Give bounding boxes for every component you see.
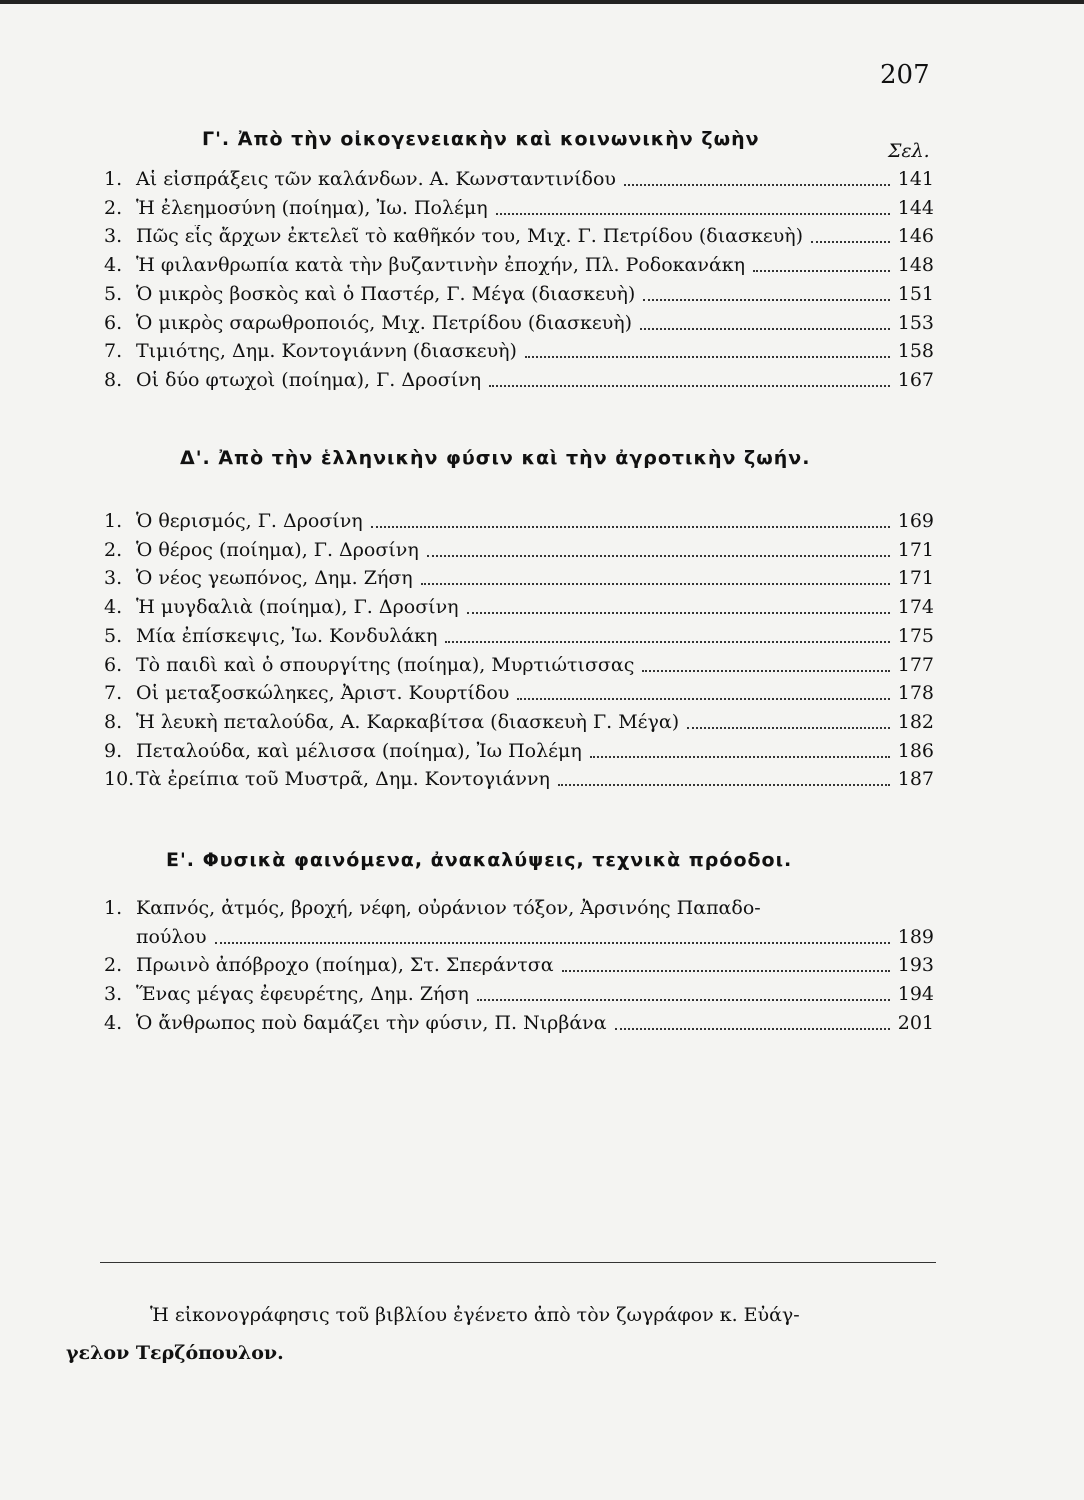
- toc-entry: [104, 983, 934, 1013]
- entry-page: 177: [897, 653, 934, 676]
- entry-number: 5.: [104, 282, 123, 305]
- entry-page: 158: [897, 340, 934, 363]
- entry-title: Ἡ λευκὴ πεταλούδα, Α. Καρκαβίτσα (διασκευὴ Γ. Μέγα): [136, 710, 680, 733]
- toc-entry: [104, 369, 934, 399]
- entry-title: Πεταλούδα, καὶ μέλισσα (ποίημα), Ἰω Πολέμη: [136, 739, 582, 762]
- toc-entry: [104, 312, 934, 342]
- toc-entry: [104, 168, 934, 198]
- toc-entry: [104, 225, 934, 255]
- entry-title: Καπνός, ἀτμός, βροχή, νέφη, οὐράνιον τόξον, Ἀρσινόης Παπαδο-: [136, 897, 761, 919]
- entry-title: Ἡ μυγδαλιὰ (ποίημα), Γ. Δροσίνη: [136, 596, 459, 619]
- dot-leaders: [525, 356, 890, 358]
- entry-title: Τὸ παιδὶ καὶ ὁ σπουργίτης (ποίημα), Μυρτιώτισσας: [136, 653, 635, 676]
- entry-number: 7.: [104, 682, 123, 705]
- entry-number: 1.: [104, 897, 123, 919]
- entry-number: 2.: [104, 538, 123, 561]
- entry-title: Ὁ ἄνθρωπος ποὺ δαμάζει τὴν φύσιν, Π. Νιρβάνα: [136, 1011, 607, 1034]
- entry-title: Ἡ φιλανθρωπία κατὰ τὴν βυζαντινὴν ἐποχήν, Πλ. Ροδοκανάκη: [136, 254, 746, 277]
- dot-leaders: [371, 526, 890, 528]
- dot-leaders: [642, 670, 889, 672]
- entry-number: 8.: [104, 368, 123, 391]
- entry-title: Ὁ θέρος (ποίημα), Γ. Δροσίνη: [136, 538, 419, 561]
- toc-entry: [104, 768, 934, 798]
- dot-leaders: [421, 583, 890, 585]
- toc-entry: [104, 567, 934, 597]
- section-heading-g: Γ'. Ἀπὸ τὴν οἰκογενειακὴν καὶ κοινωνικὴν ζωὴν: [202, 128, 760, 150]
- entry-title: Ὁ θερισμός, Γ. Δροσίνη: [136, 510, 363, 532]
- entry-page: 182: [897, 710, 934, 733]
- footnote-text: Ἡ εἰκονογράφησις τοῦ βιβλίου ἐγένετο ἀπὸ τὸν ζωγράφον κ. Εὐάγ-: [150, 1304, 800, 1326]
- entry-number: 4.: [104, 254, 123, 277]
- entry-number: 4.: [104, 596, 123, 619]
- entry-title: Μία ἐπίσκεψις, Ἰω. Κονδυλάκη: [136, 624, 438, 647]
- entry-number: 5.: [104, 624, 123, 647]
- entry-title: Ὁ μικρὸς βοσκὸς καὶ ὁ Παστέρ, Γ. Μέγα (διασκευὴ): [136, 282, 636, 305]
- entry-page: 186: [897, 739, 934, 762]
- entry-number: 2.: [104, 954, 123, 977]
- entry-number: 7.: [104, 340, 123, 363]
- toc-entry: [104, 539, 934, 569]
- dot-leaders: [558, 784, 890, 786]
- entry-page: 146: [897, 225, 934, 248]
- dot-leaders: [489, 385, 890, 387]
- entry-title: Ὁ νέος γεωπόνος, Δημ. Ζήση: [136, 567, 413, 590]
- toc-entry: [104, 654, 934, 684]
- entry-page: 194: [897, 983, 934, 1006]
- entry-number: 1.: [104, 510, 123, 532]
- entry-number: 2.: [104, 196, 123, 219]
- dot-leaders: [753, 270, 890, 272]
- toc-entry: [104, 340, 934, 370]
- entry-number: 8.: [104, 710, 123, 733]
- toc-entry: [104, 596, 934, 626]
- entry-number: 6.: [104, 653, 123, 676]
- entry-page: 193: [897, 954, 934, 977]
- toc-entry: [104, 682, 934, 712]
- toc-entry: [104, 897, 934, 927]
- entry-page: 151: [897, 282, 934, 305]
- dot-leaders: [427, 555, 890, 557]
- entry-page: 169: [897, 510, 934, 532]
- toc-entry: [104, 625, 934, 655]
- entry-page: 148: [897, 254, 934, 277]
- dot-leaders: [517, 698, 889, 700]
- entry-page: 167: [897, 368, 934, 391]
- dot-leaders: [615, 1028, 890, 1030]
- footnote: [66, 1296, 938, 1372]
- entry-title: Ἡ ἐλεημοσύνη (ποίημα), Ἰω. Πολέμη: [136, 196, 488, 219]
- dot-leaders: [624, 184, 890, 186]
- dot-leaders: [590, 756, 890, 758]
- toc-entry: [104, 254, 934, 284]
- entry-number: 6.: [104, 311, 123, 334]
- dot-leaders: [467, 612, 890, 614]
- toc-entry: [104, 711, 934, 741]
- entry-title: Ὁ μικρὸς σαρωθροποιός, Μιχ. Πετρίδου (διασκευὴ): [136, 311, 633, 334]
- toc-entry: [104, 1012, 934, 1042]
- entry-number: 4.: [104, 1011, 123, 1034]
- toc-entry: [104, 197, 934, 227]
- entry-number: 10.: [104, 768, 135, 791]
- entry-page: 171: [897, 567, 934, 590]
- entry-page: 178: [897, 682, 934, 705]
- dot-leaders: [477, 999, 890, 1001]
- entry-number: 3.: [104, 983, 123, 1006]
- entry-number: 1.: [104, 168, 123, 190]
- dot-leaders: [496, 213, 890, 215]
- entry-page: 141: [897, 168, 934, 190]
- entry-number: 3.: [104, 567, 123, 590]
- toc-entry: [104, 283, 934, 313]
- entry-page: 189: [897, 925, 934, 948]
- section-heading-d: Δ'. Ἀπὸ τὴν ἑλληνικὴν φύσιν καὶ τὴν ἀγροτικὴν ζωήν.: [180, 447, 811, 469]
- footnote-text-bold: γελον Τερζόπουλον.: [66, 1342, 284, 1364]
- toc-entry: [104, 740, 934, 770]
- dot-leaders: [445, 641, 889, 643]
- entry-page: 171: [897, 538, 934, 561]
- toc-entry-continuation: [136, 926, 934, 956]
- entry-title: Πρωινὸ ἀπόβροχο (ποίημα), Στ. Σπεράντσα: [136, 954, 554, 977]
- entry-title: Ἕνας μέγας ἐφευρέτης, Δημ. Ζήση: [136, 983, 469, 1006]
- toc-entry: [104, 954, 934, 984]
- entry-page: 187: [897, 768, 934, 791]
- entry-page: 175: [897, 624, 934, 647]
- dot-leaders: [640, 328, 890, 330]
- entry-number: 9.: [104, 739, 123, 762]
- entry-page: 174: [897, 596, 934, 619]
- page-number: 207: [880, 60, 930, 90]
- dot-leaders: [562, 970, 890, 972]
- dot-leaders: [643, 299, 889, 301]
- top-edge-line: [0, 0, 1084, 4]
- entry-title-continuation: πούλου: [136, 925, 207, 948]
- entry-title: Αἱ εἰσπράξεις τῶν καλάνδων. Α. Κωνσταντινίδου: [136, 168, 616, 190]
- dot-leaders: [811, 241, 890, 243]
- entry-title: Οἱ μεταξοσκώληκες, Ἀριστ. Κουρτίδου: [136, 682, 510, 705]
- entry-page: 144: [897, 196, 934, 219]
- entry-page: 153: [897, 311, 934, 334]
- entry-title: Τὰ ἐρείπια τοῦ Μυστρᾶ, Δημ. Κοντογιάννη: [136, 768, 550, 791]
- dot-leaders: [687, 727, 890, 729]
- toc-entry: [104, 510, 934, 540]
- entry-title: Τιμιότης, Δημ. Κοντογιάννη (διασκευὴ): [136, 340, 517, 363]
- entry-title: Οἱ δύο φτωχοὶ (ποίημα), Γ. Δροσίνη: [136, 368, 482, 391]
- footnote-divider: [100, 1262, 936, 1263]
- dot-leaders: [215, 942, 890, 944]
- entry-number: 3.: [104, 225, 123, 248]
- entry-title: Πῶς εἷς ἄρχων ἐκτελεῖ τὸ καθῆκόν του, Μιχ. Γ. Πετρίδου (διασκευὴ): [136, 225, 804, 248]
- page-column-label: Σελ.: [888, 140, 930, 162]
- entry-page: 201: [897, 1011, 934, 1034]
- section-heading-e: Ε'. Φυσικὰ φαινόμενα, ἀνακαλύψεις, τεχνικὰ πρόοδοι.: [166, 849, 793, 871]
